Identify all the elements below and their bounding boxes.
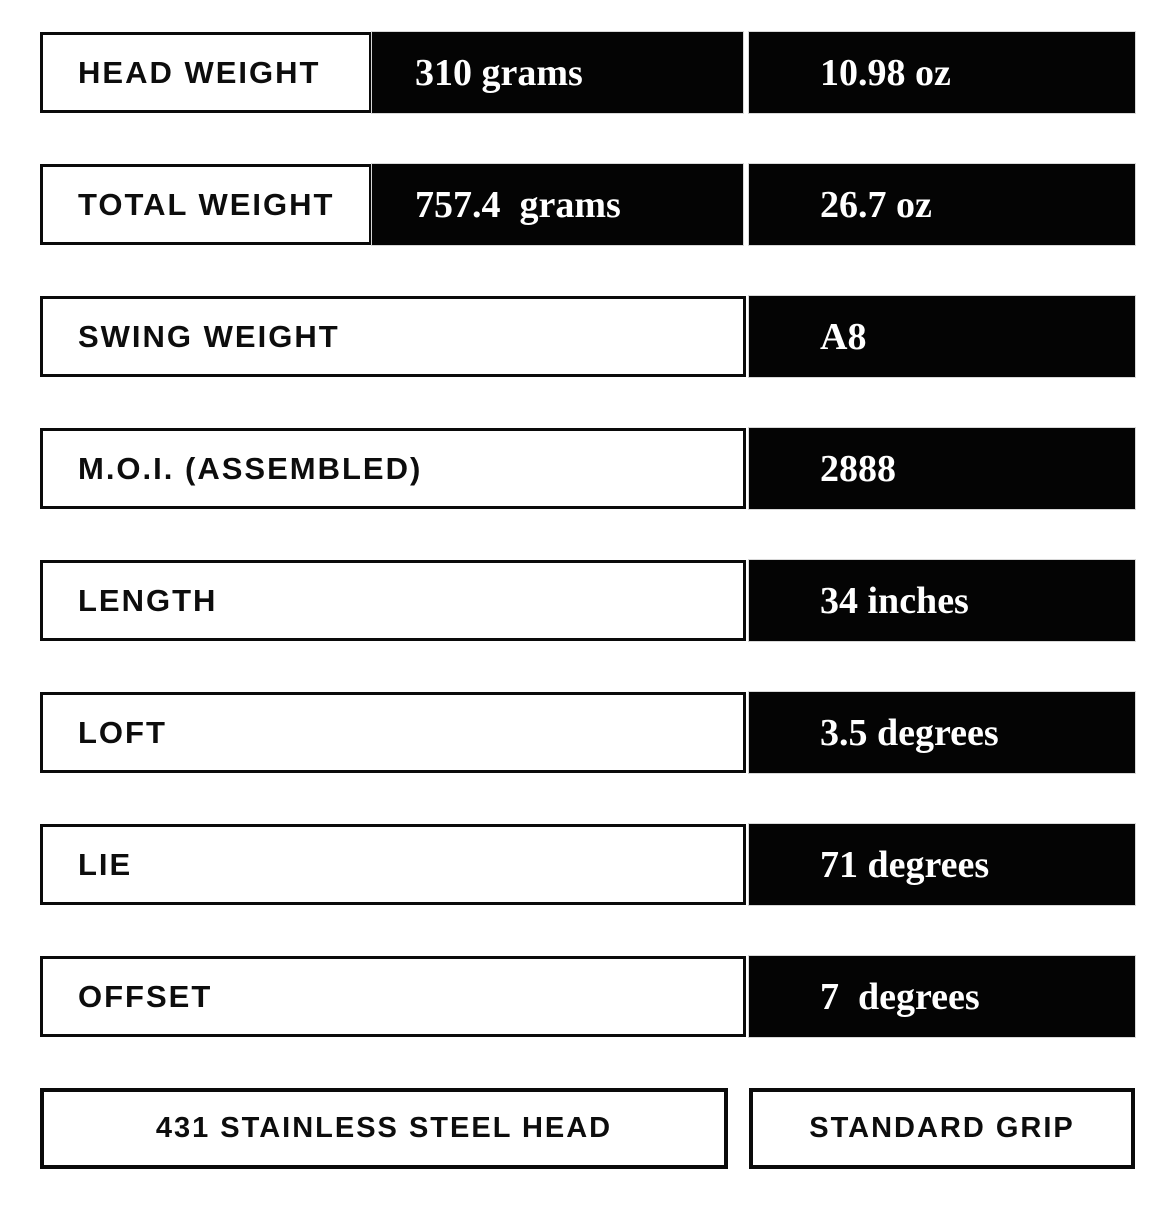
spec-value-imperial: 26.7 oz bbox=[820, 183, 932, 226]
spec-label: LOFT bbox=[78, 714, 167, 750]
spec-label-box bbox=[40, 32, 372, 113]
grip-box bbox=[749, 1088, 1135, 1169]
grip-label: STANDARD GRIP bbox=[809, 1112, 1075, 1144]
spec-label: TOTAL WEIGHT bbox=[78, 186, 335, 222]
spec-row-moi bbox=[40, 428, 1170, 509]
spec-value-cell bbox=[749, 32, 1135, 113]
spec-value-metric: 757.4 grams bbox=[415, 183, 621, 226]
spec-label-box bbox=[40, 428, 746, 509]
spec-value: 7 degrees bbox=[820, 975, 980, 1018]
spec-row-total-weight bbox=[40, 164, 1170, 245]
spec-row-head-weight bbox=[40, 32, 1170, 113]
spec-value-cell bbox=[749, 428, 1135, 509]
spec-label-box bbox=[40, 164, 372, 245]
spec-value: A8 bbox=[820, 315, 867, 358]
spec-label: OFFSET bbox=[78, 978, 213, 1014]
spec-value-cell bbox=[749, 824, 1135, 905]
spec-value-cell bbox=[749, 956, 1135, 1037]
spec-label-box bbox=[40, 560, 746, 641]
spec-row-swing-weight bbox=[40, 296, 1170, 377]
spec-row-loft bbox=[40, 692, 1170, 773]
spec-label: HEAD WEIGHT bbox=[78, 54, 321, 90]
spec-value-imperial: 10.98 oz bbox=[820, 51, 951, 94]
spec-value-metric: 310 grams bbox=[415, 51, 583, 94]
spec-value-cell bbox=[749, 692, 1135, 773]
spec-row-length bbox=[40, 560, 1170, 641]
spec-value-cell bbox=[372, 32, 743, 113]
spec-value: 2888 bbox=[820, 447, 896, 490]
spec-value: 34 inches bbox=[820, 579, 969, 622]
spec-label: SWING WEIGHT bbox=[78, 318, 340, 354]
spec-label: LIE bbox=[78, 846, 133, 882]
spec-value: 71 degrees bbox=[820, 843, 990, 886]
spec-label-box bbox=[40, 692, 746, 773]
spec-label: LENGTH bbox=[78, 582, 218, 618]
spec-value-cell bbox=[372, 164, 743, 245]
head-material-label: 431 STAINLESS STEEL HEAD bbox=[155, 1112, 613, 1144]
spec-label-box bbox=[40, 956, 746, 1037]
spec-label-box bbox=[40, 824, 746, 905]
spec-value-cell bbox=[749, 560, 1135, 641]
spec-row-offset bbox=[40, 956, 1170, 1037]
material-row bbox=[40, 1088, 1170, 1169]
spec-label: M.O.I. (ASSEMBLED) bbox=[78, 450, 423, 486]
spec-value-cell bbox=[749, 164, 1135, 245]
spec-label-box bbox=[40, 296, 746, 377]
head-material-box bbox=[40, 1088, 728, 1169]
spec-row-lie bbox=[40, 824, 1170, 905]
spec-value-cell bbox=[749, 296, 1135, 377]
spec-value: 3.5 degrees bbox=[820, 711, 999, 754]
